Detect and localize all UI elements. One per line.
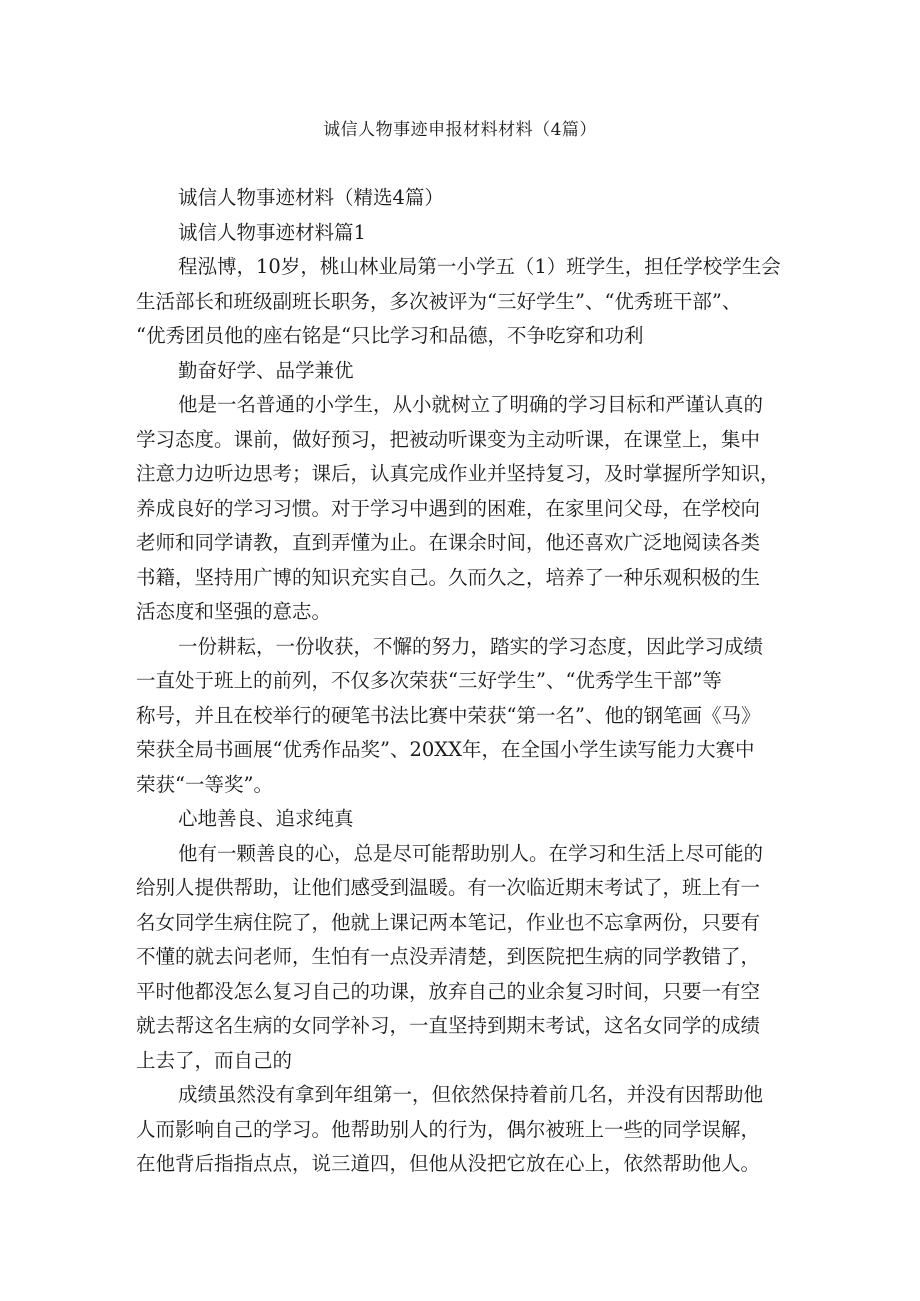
text-line: 学习态度。课前，做好预习，把被动听课变为主动听课，在课堂上，集中: [136, 427, 761, 451]
text-line: 诚信人物事迹材料（精选4篇）: [178, 186, 444, 209]
text-line: 名女同学生病住院了，他就上课记两本笔记，作业也不忘拿两份，只要有: [136, 910, 761, 934]
text-line: 诚信人物事迹材料篇1: [178, 220, 366, 244]
document-body: [136, 181, 788, 1182]
text-line: 一直处于班上的前列，不仅多次荣获“三好学生”、“优秀学生干部”等: [136, 669, 722, 692]
text-line: 一份耕耘，一份收获，不懈的努力，踏实的学习态度，因此学习成绩: [178, 634, 764, 658]
text-line: 称号，并且在校举行的硬笔书法比赛中荣获“第一名”、他的钢笔画《马》: [136, 703, 761, 727]
text-line: 养成良好的学习习惯。对于学习中遇到的困难，在家里问父母，在学校向: [136, 496, 761, 520]
text-line: 成绩虽然没有拿到年组第一，但依然保持着前几名，并没有因帮助他: [178, 1083, 764, 1106]
text-line: 给别人提供帮助，让他们感受到温暖。有一次临近期末考试了，班上有一: [136, 876, 761, 899]
text-line: 平时他都没怎么复习自己的功课，放弃自己的业余复习时间，只要一有空: [136, 979, 761, 1003]
text-line: 心地善良、追求纯真: [178, 807, 354, 830]
text-line: 书籍，坚持用广博的知识充实自己。久而久之，培养了一种乐观积极的生: [136, 565, 761, 589]
text-line: 程泓博，10岁，桃山林业局第一小学五（1）班学生，担任学校学生会: [178, 255, 781, 278]
text-line: 人而影响自己的学习。他帮助别人的行为，偶尔被班上一些的同学误解，: [136, 1117, 761, 1141]
text-line: 就去帮这名生病的女同学补习，一直坚持到期末考试，这名女同学的成绩: [136, 1014, 761, 1037]
text-line: 勤奋好学、品学兼优: [178, 358, 354, 382]
text-line: “优秀团员他的座右铭是“只比学习和品德，不争吃穿和功利: [136, 324, 644, 347]
text-line: 生活部长和班级副班长职务，多次被评为“三好学生”、“优秀班干部”、: [136, 289, 742, 313]
document-title: 诚信人物事迹申报材料材料（4篇）: [323, 120, 597, 140]
text-line: 活态度和坚强的意志。: [136, 600, 332, 623]
text-line: 荣获全局书画展“优秀作品奖”、20XX年，在全国小学生读写能力大赛中: [136, 738, 755, 761]
text-line: 上去了，而自己的: [136, 1048, 293, 1072]
text-line: 不懂的就去问老师，生怕有一点没弄清楚，到医院把生病的同学教错了，: [136, 945, 761, 968]
text-line: 他是一名普通的小学生，从小就树立了明确的学习目标和严谨认真的: [178, 393, 764, 416]
text-line: 他有一颗善良的心，总是尽可能帮助别人。在学习和生活上尽可能的: [178, 841, 764, 865]
text-line: 注意力边听边思考；课后，认真完成作业并坚持复习，及时掌握所学知识，: [136, 462, 780, 485]
text-line: 老师和同学请教，直到弄懂为止。在课余时间，他还喜欢广泛地阅读各类: [136, 531, 761, 554]
text-line: 荣获“一等奖”。: [136, 772, 273, 796]
text-line: 在他背后指指点点，说三道四，但他从没把它放在心上，依然帮助他人。: [136, 1152, 761, 1175]
